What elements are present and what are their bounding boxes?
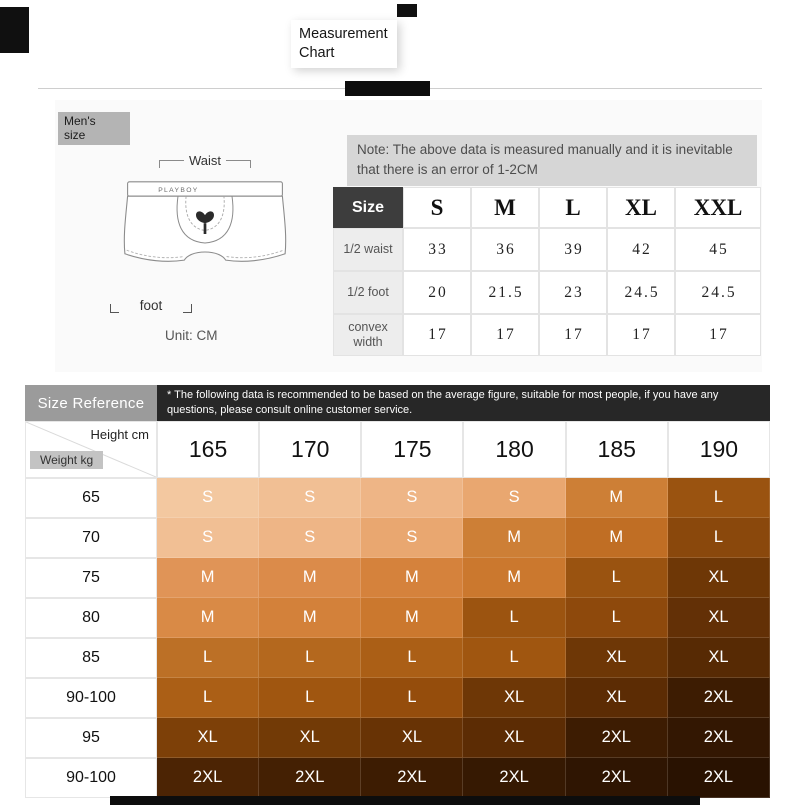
- size-cell: S: [259, 518, 361, 558]
- size-cell: L: [668, 478, 770, 518]
- size-cell: XL: [463, 678, 565, 718]
- size-cell: L: [566, 598, 668, 638]
- size-cell: L: [361, 678, 463, 718]
- size-cell: S: [259, 478, 361, 518]
- size-cell: XL: [566, 678, 668, 718]
- size-cell: S: [463, 478, 565, 518]
- size-reference-table: [25, 385, 770, 798]
- size-cell: L: [668, 518, 770, 558]
- table-value: 24.5: [675, 271, 761, 314]
- size-cell: 2XL: [463, 758, 565, 798]
- size-cell: 2XL: [566, 718, 668, 758]
- table-value: 17: [403, 314, 471, 356]
- note-box: [347, 135, 757, 186]
- bracket-corner-right: [183, 304, 192, 313]
- size-cell: XL: [668, 638, 770, 678]
- table-value: 42: [607, 228, 675, 271]
- height-header: 170: [259, 421, 361, 478]
- table-value: 17: [607, 314, 675, 356]
- row-label-half-waist: 1/2 waist: [333, 228, 403, 271]
- bracket-corner-left: [110, 304, 119, 313]
- bottom-bar: [110, 796, 700, 805]
- waist-dimension-bracket: [159, 152, 251, 170]
- waist-label: Waist: [184, 153, 226, 168]
- table-value: 45: [675, 228, 761, 271]
- size-cell: M: [566, 518, 668, 558]
- table-value: 33: [403, 228, 471, 271]
- page-title: [291, 20, 397, 68]
- mens-size-label: [58, 112, 130, 145]
- size-header-cell: Size: [333, 187, 403, 228]
- weight-axis-label: Weight kg: [30, 451, 103, 469]
- size-cell: S: [361, 518, 463, 558]
- table-value: 39: [539, 228, 607, 271]
- size-cell: L: [259, 678, 361, 718]
- mens-size-line2: size: [64, 128, 86, 143]
- bracket-tick-left: [159, 160, 160, 168]
- size-cell: S: [157, 518, 259, 558]
- table-value: 17: [471, 314, 539, 356]
- height-header: 175: [361, 421, 463, 478]
- table-value: 21.5: [471, 271, 539, 314]
- size-cell: S: [361, 478, 463, 518]
- size-cell: L: [463, 638, 565, 678]
- weight-label: 80: [25, 598, 157, 638]
- top-left-decoration: [0, 7, 29, 53]
- table-value: 23: [539, 271, 607, 314]
- weight-label: 90-100: [25, 758, 157, 798]
- height-header: 180: [463, 421, 565, 478]
- size-cell: XL: [259, 718, 361, 758]
- unit-label: Unit: CM: [165, 328, 218, 343]
- measurement-section: [55, 100, 762, 372]
- size-cell: L: [566, 558, 668, 598]
- size-col-header-xxl: XXL: [675, 187, 761, 228]
- height-axis-label: Height cm: [90, 427, 149, 442]
- size-cell: XL: [463, 718, 565, 758]
- weight-label: 65: [25, 478, 157, 518]
- size-cell: 2XL: [668, 718, 770, 758]
- size-cell: M: [361, 598, 463, 638]
- size-cell: L: [463, 598, 565, 638]
- size-cell: M: [361, 558, 463, 598]
- height-weight-corner-cell: [25, 421, 157, 478]
- note-text: Note: The above data is measured manually and it is inevitable that there is an error of 1-2CM: [357, 142, 733, 178]
- size-cell: M: [259, 598, 361, 638]
- size-cell: L: [259, 638, 361, 678]
- size-cell: XL: [566, 638, 668, 678]
- row-label-convex-width: convex width: [333, 314, 403, 356]
- size-cell: 2XL: [668, 758, 770, 798]
- weight-label: 85: [25, 638, 157, 678]
- size-cell: M: [259, 558, 361, 598]
- table-value: 17: [539, 314, 607, 356]
- row-label-half-foot: 1/2 foot: [333, 271, 403, 314]
- size-cell: 2XL: [259, 758, 361, 798]
- mens-size-line1: Men's: [64, 114, 96, 128]
- top-right-decoration: [397, 4, 417, 17]
- height-header: 165: [157, 421, 259, 478]
- size-cell: XL: [668, 598, 770, 638]
- page-title-line1: Measurement: [299, 26, 388, 42]
- size-cell: 2XL: [566, 758, 668, 798]
- size-cell: M: [157, 558, 259, 598]
- size-cell: M: [463, 558, 565, 598]
- table-value: 17: [675, 314, 761, 356]
- size-cell: L: [157, 638, 259, 678]
- size-col-header-l: L: [539, 187, 607, 228]
- table-value: 20: [403, 271, 471, 314]
- size-cell: XL: [668, 558, 770, 598]
- size-reference-disclaimer: * The following data is recommended to be based on the average figure, suitable for most people, if you have any questions, please consult online customer service.: [157, 385, 770, 421]
- foot-label: foot: [139, 298, 163, 313]
- size-cell: XL: [157, 718, 259, 758]
- size-reference-title: Size Reference: [25, 385, 157, 421]
- size-cell: 2XL: [157, 758, 259, 798]
- divider-bar: [345, 81, 430, 96]
- size-cell: L: [361, 638, 463, 678]
- weight-label: 90-100: [25, 678, 157, 718]
- weight-label: 95: [25, 718, 157, 758]
- weight-label: 75: [25, 558, 157, 598]
- bracket-tick-right: [250, 160, 251, 168]
- weight-label: 70: [25, 518, 157, 558]
- size-cell: L: [157, 678, 259, 718]
- size-cell: XL: [361, 718, 463, 758]
- height-header: 190: [668, 421, 770, 478]
- size-cell: 2XL: [361, 758, 463, 798]
- size-cell: S: [157, 478, 259, 518]
- waistband-outline: [128, 182, 283, 196]
- size-cell: M: [566, 478, 668, 518]
- table-value: 36: [471, 228, 539, 271]
- measurement-table: [333, 187, 761, 356]
- size-col-header-m: M: [471, 187, 539, 228]
- height-header: 185: [566, 421, 668, 478]
- size-cell: M: [463, 518, 565, 558]
- table-value: 24.5: [607, 271, 675, 314]
- brand-text: PLAYBOY: [158, 187, 199, 195]
- page-title-line2: Chart: [299, 44, 335, 61]
- foot-dimension-bracket: [110, 298, 192, 313]
- boxer-briefs-diagram: [115, 174, 295, 294]
- size-col-header-s: S: [403, 187, 471, 228]
- size-col-header-xl: XL: [607, 187, 675, 228]
- size-cell: M: [157, 598, 259, 638]
- size-cell: 2XL: [668, 678, 770, 718]
